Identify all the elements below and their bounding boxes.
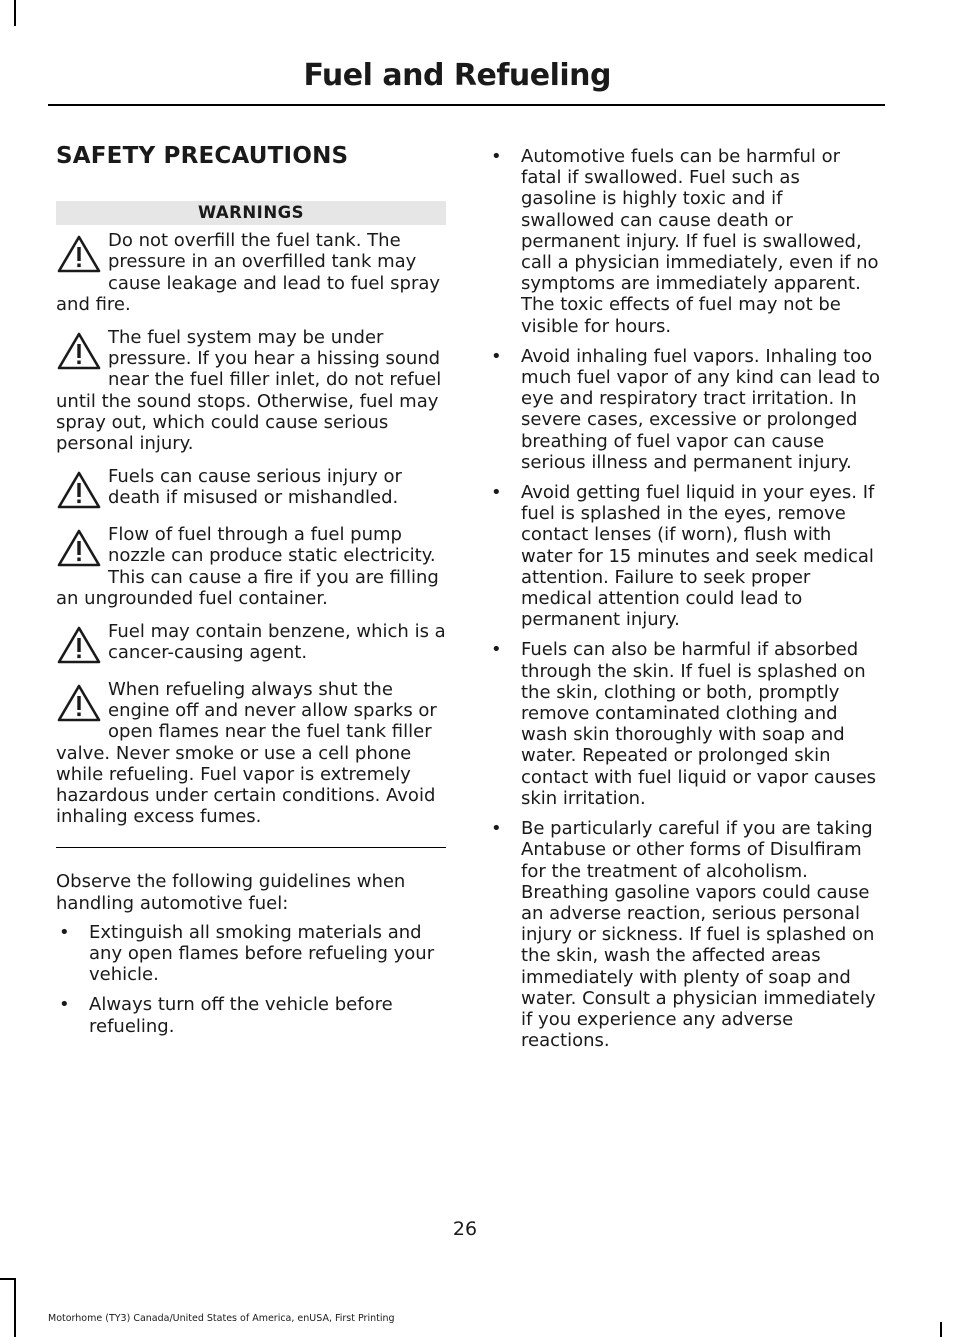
warning-triangle-icon (56, 331, 104, 373)
warning-text: Do not overfill the fuel tank. The pressure in an overfilled tank may cause leakage and lead to fuel spray and fire. (56, 230, 441, 315)
warning-item (56, 230, 446, 315)
warnings-list (56, 230, 446, 827)
warning-item (56, 327, 446, 454)
bullet-glyph: • (491, 345, 502, 367)
page-number: 26 (452, 1218, 478, 1240)
warnings-heading: WARNINGS (56, 201, 446, 225)
bullet-text: Fuels can also be harmful if absorbed through the skin. If fuel is splashed on the skin, clothing or both, promptly remove contaminated clothing and wash skin thoroughly with soap and water. Repeated or prolonged skin contact with fuel liquid or vapor causes skin irritation. (521, 639, 877, 809)
bullet-item (488, 346, 880, 473)
bullet-text: Extinguish all smoking materials and any open flames before refueling your vehicle. (89, 921, 435, 986)
bullet-item (56, 994, 446, 1036)
warning-text: When refueling always shut the engine off and never allow sparks or open flames near the fuel tank filler valve. Never smoke or use a cell phone while refueling. Fuel vapor is extremely hazardous under certain conditions. Avoid inhaling excess fumes. (56, 679, 437, 828)
bullet-text: Be particularly careful if you are taking Antabuse or other forms of Disulfiram for the treatment of alcoholism. Breathing gasoline vapors could cause an adverse reaction, serious personal injury or sickness. If fuel is splashed on the skin, wash the affected areas immediately with plenty of soap and water. Consult a physician immediately if you experience any adverse reactions. (521, 818, 876, 1052)
bullet-glyph: • (491, 482, 502, 504)
crop-mark-bottom-left (14, 1278, 16, 1337)
crop-mark-top-left (14, 0, 16, 26)
bullet-item (56, 922, 446, 986)
warning-item (56, 466, 446, 512)
bullet-item (488, 639, 880, 809)
left-bullet-list (56, 922, 446, 1037)
bullet-item (488, 146, 880, 337)
right-bullet-list (488, 146, 880, 1051)
warning-item (56, 621, 446, 667)
warning-triangle-icon (56, 683, 104, 725)
warning-triangle-icon (56, 470, 104, 512)
warning-item (56, 679, 446, 827)
warning-text: The fuel system may be under pressure. If you hear a hissing sound near the fuel filler inlet, do not refuel until the sound stops. Otherwise, fuel may spray out, which could cause serious personal injury. (56, 327, 442, 455)
bullet-glyph: • (491, 639, 502, 661)
page-header-title: Fuel and Refueling (303, 58, 611, 93)
warning-text: Flow of fuel through a fuel pump nozzle can produce static electricity. This can cause a fire if you are filling an ungrounded fuel container. (56, 524, 439, 609)
warning-text: Fuels can cause serious injury or death if misused or mishandled. (108, 466, 402, 509)
bullet-text: Avoid inhaling fuel vapors. Inhaling too much fuel vapor of any kind can lead to eye and respiratory tract irritation. In severe cases, excessive or prolonged breathing of fuel vapor can cause serious illness and permanent injury. (521, 345, 880, 473)
bullet-item (488, 818, 880, 1051)
warning-triangle-icon (56, 625, 104, 667)
crop-mark-bottom-left-h (0, 1278, 16, 1280)
crop-mark-bottom-right (940, 1322, 942, 1337)
section-title: SAFETY PRECAUTIONS (56, 143, 349, 169)
intro-paragraph: Observe the following guidelines when handling automotive fuel: (56, 871, 406, 914)
bullet-glyph: • (491, 146, 502, 167)
bullet-glyph: • (491, 818, 502, 840)
warnings-end-rule (56, 847, 446, 848)
left-column (56, 143, 446, 1046)
header-rule (48, 104, 885, 106)
warning-triangle-icon (56, 234, 104, 276)
warning-triangle-icon (56, 528, 104, 570)
warning-text: Fuel may contain benzene, which is a cancer-causing agent. (108, 621, 446, 664)
bullet-text: Automotive fuels can be harmful or fatal if swallowed. Fuel such as gasoline is highly toxic and if swallowed can cause death or permanent injury. If fuel is swallowed, call a physician immediately, even if no symptoms are immediately apparent. The toxic effects of fuel may not be visible for hours. (521, 146, 879, 337)
warning-item (56, 524, 446, 609)
bullet-text: Avoid getting fuel liquid in your eyes. If fuel is splashed in the eyes, remove contact lenses (if worn), flush with water for 15 minutes and seek medical attention. Failure to seek proper medical attention could lead to permanent injury. (521, 482, 875, 631)
bullet-text: Always turn off the vehicle before refueling. (89, 994, 393, 1037)
right-column (488, 146, 880, 1060)
bullet-glyph: • (59, 921, 70, 943)
footer-text: Motorhome (TY3) Canada/United States of America, enUSA, First Printing (48, 1313, 395, 1324)
bullet-glyph: • (59, 994, 70, 1016)
bullet-item (488, 482, 880, 630)
